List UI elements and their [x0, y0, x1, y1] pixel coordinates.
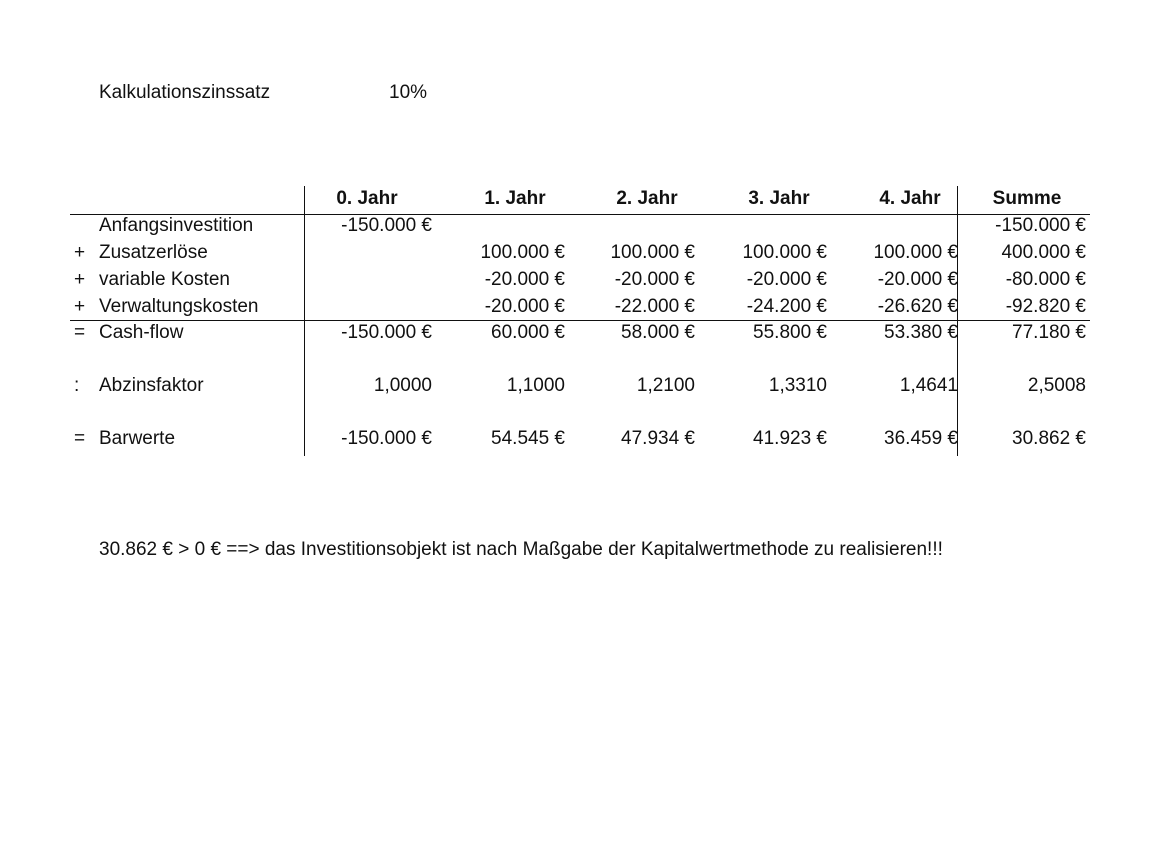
row-operator: + — [74, 269, 86, 290]
row-label-text: Abzinsfaktor — [99, 375, 204, 396]
column-header: Summe — [992, 188, 1062, 209]
table-cell: -150.000 € — [341, 428, 432, 449]
row-label — [74, 269, 230, 291]
column-header: 1. Jahr — [484, 188, 546, 209]
table-cell: -150.000 € — [341, 322, 432, 343]
table-cell: -22.000 € — [614, 296, 695, 317]
table-cell: 30.862 € — [1012, 428, 1086, 449]
table-cell: -20.000 € — [484, 296, 565, 317]
table-cell: 400.000 € — [1001, 242, 1086, 263]
row-operator: + — [74, 296, 86, 317]
table-cell: 60.000 € — [491, 322, 565, 343]
table-cell: -150.000 € — [995, 215, 1086, 236]
row-operator: + — [74, 242, 86, 263]
row-operator: = — [74, 322, 86, 343]
column-header: 2. Jahr — [616, 188, 678, 209]
column-header: 3. Jahr — [748, 188, 810, 209]
conclusion-statement: 30.862 € > 0 € ==> das Investitionsobjekt ist nach Maßgabe der Kapitalwertmethode zu realisieren!!! — [99, 539, 943, 560]
row-label-text: variable Kosten — [99, 269, 230, 290]
row-label — [74, 428, 175, 450]
row-label — [74, 296, 259, 318]
row-label-text: Zusatzerlöse — [99, 242, 208, 263]
table-cell: -20.000 € — [614, 269, 695, 290]
table-cell: 55.800 € — [753, 322, 827, 343]
row-label — [74, 375, 204, 397]
row-label — [74, 215, 253, 237]
interest-rate-value: 10% — [389, 82, 428, 103]
interest-rate-row — [99, 82, 499, 106]
table-cell: -150.000 € — [341, 215, 432, 236]
table-cell: 1,4641 — [899, 375, 958, 396]
row-label-text: Anfangsinvestition — [99, 215, 254, 236]
table-cell: -26.620 € — [877, 296, 958, 317]
row-label-text: Barwerte — [99, 428, 176, 449]
table-cell: 1,2100 — [636, 375, 695, 396]
column-header: 4. Jahr — [879, 188, 941, 209]
row-label-text: Cash-flow — [99, 322, 184, 343]
cashflow-separator-line — [70, 320, 1090, 321]
table-cell: 58.000 € — [621, 322, 695, 343]
table-cell: 41.923 € — [753, 428, 827, 449]
table-cell: -24.200 € — [746, 296, 827, 317]
table-cell: -80.000 € — [1005, 269, 1086, 290]
table-cell: 1,3310 — [768, 375, 827, 396]
table-cell: -92.820 € — [1005, 296, 1086, 317]
row-label — [74, 322, 183, 344]
row-operator: : — [74, 375, 80, 396]
net-present-value-table — [70, 186, 1090, 458]
table-cell: 100.000 € — [742, 242, 827, 263]
table-cell: 2,5008 — [1027, 375, 1086, 396]
row-label — [74, 242, 208, 264]
table-cell: 1,1000 — [506, 375, 565, 396]
table-cell: -20.000 € — [484, 269, 565, 290]
row-label-text: Verwaltungskosten — [99, 296, 259, 317]
table-cell: -20.000 € — [746, 269, 827, 290]
table-cell: 54.545 € — [491, 428, 565, 449]
table-cell: 100.000 € — [610, 242, 695, 263]
table-cell: 47.934 € — [621, 428, 695, 449]
table-cell: 100.000 € — [480, 242, 565, 263]
interest-rate-label: Kalkulationszinssatz — [99, 82, 271, 103]
table-cell: 36.459 € — [884, 428, 958, 449]
column-header: 0. Jahr — [336, 188, 398, 209]
table-cell: 77.180 € — [1012, 322, 1086, 343]
table-cell: -20.000 € — [877, 269, 958, 290]
row-operator: = — [74, 428, 86, 449]
table-cell: 100.000 € — [873, 242, 958, 263]
table-cell: 53.380 € — [884, 322, 958, 343]
table-cell: 1,0000 — [373, 375, 432, 396]
